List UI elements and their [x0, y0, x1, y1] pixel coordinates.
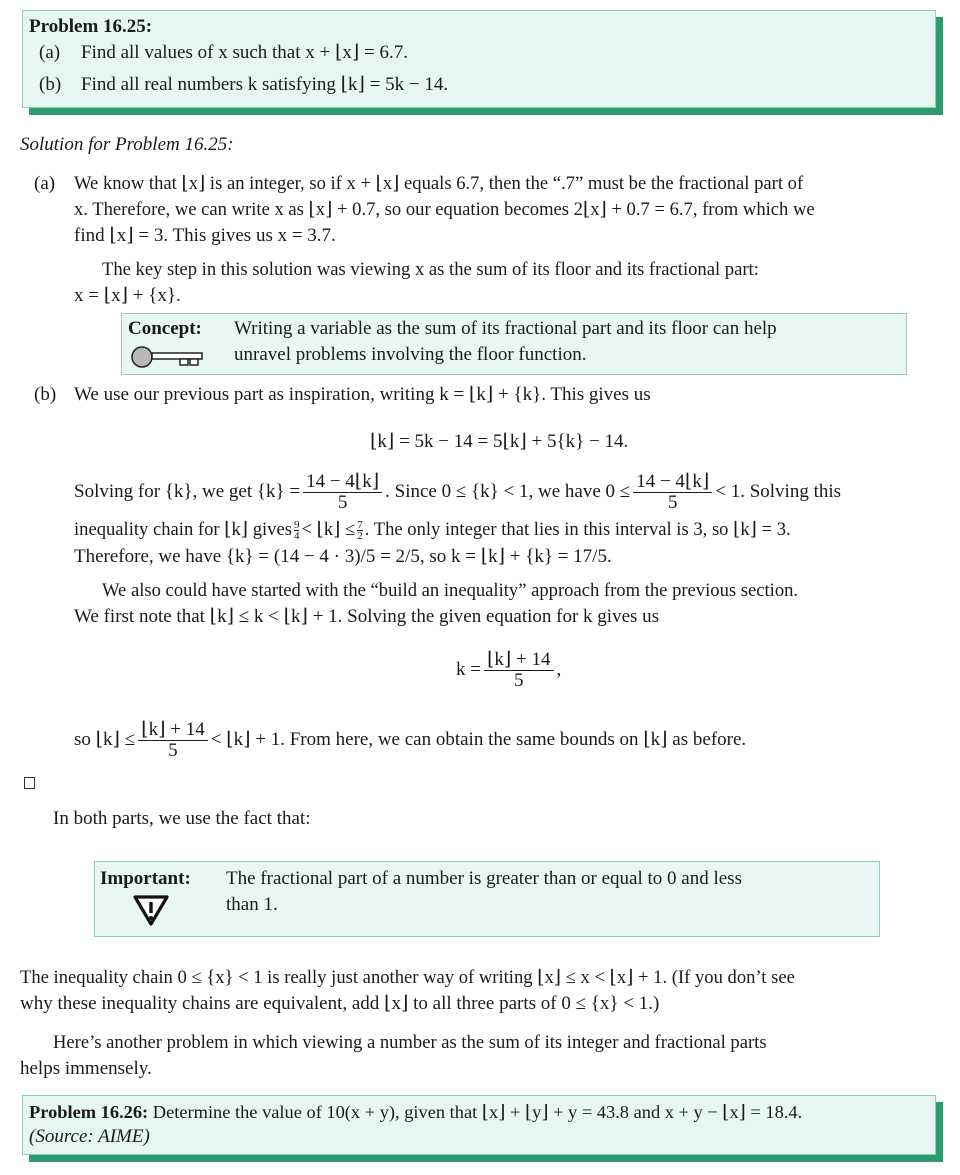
- important-text: than 1.: [226, 894, 278, 915]
- fraction-denominator: 5: [667, 492, 678, 514]
- fraction-denominator: 5: [337, 492, 348, 514]
- fraction: [303, 472, 382, 513]
- another-paragraph-line: helps immensely.: [20, 1058, 152, 1079]
- solving-pre: Solving for {k}, we get {k} =: [74, 481, 301, 502]
- solution-a-label: (a): [34, 173, 56, 194]
- solving-post: < 1. Solving this: [715, 481, 842, 502]
- solution-b-chain: [74, 518, 791, 542]
- fraction-denominator: 5: [513, 670, 524, 692]
- problem-16-26-source: (Source: AIME): [29, 1126, 150, 1147]
- inequality-paragraph-line: The inequality chain 0 ≤ {x} < 1 is really just another way of writing ⌊x⌋ ≤ x < ⌊x⌋ + 1. (If you don’t see: [20, 967, 795, 988]
- qed-square-icon: [24, 777, 35, 789]
- concept-label: Concept:: [128, 318, 202, 339]
- fraction-numerator: 9: [293, 519, 300, 532]
- problem-16-26-box: [22, 1095, 936, 1155]
- solution-b-intro: We use our previous part as inspiration, writing k = ⌊k⌋ + {k}. This gives us: [74, 384, 651, 405]
- solution-a-line: find ⌊x⌋ = 3. This gives us x = 3.7.: [74, 225, 336, 246]
- fraction-denominator: 4: [293, 530, 300, 543]
- solution-b-therefore: Therefore, we have {k} = (14 − 4 · 3)/5 = 2/5, so k = ⌊k⌋ + {k} = 17/5.: [74, 546, 612, 567]
- part-a-label: (a): [39, 42, 61, 63]
- equation-lhs: k =: [456, 659, 481, 680]
- chain-post: . The only integer that lies in this interval is 3, so ⌊k⌋ = 3.: [364, 519, 791, 540]
- part-a-text: Find all values of x such that x + ⌊x⌋ = 6.7.: [81, 42, 409, 63]
- both-parts-text: In both parts, we use the fact that:: [53, 808, 311, 829]
- fraction-numerator: ⌊k⌋ + 14: [138, 720, 208, 741]
- fraction-denominator: 5: [168, 740, 178, 762]
- fraction: [138, 720, 208, 761]
- so-line: [74, 718, 746, 762]
- alt-equation: [456, 648, 561, 692]
- solution-a-line: x. Therefore, we can write x as ⌊x⌋ + 0.7, so our equation becomes 2⌊x⌋ + 0.7 = 6.7, from which we: [74, 199, 815, 220]
- so-pre: so ⌊k⌋ ≤: [74, 729, 136, 750]
- key-step-line: x = ⌊x⌋ + {x}.: [74, 285, 181, 306]
- fraction-numerator: 14 − 4⌊k⌋: [633, 472, 712, 493]
- solution-b-display-eq: ⌊k⌋ = 5k − 14 = 5⌊k⌋ + 5{k} − 14.: [370, 431, 629, 452]
- problem-16-26-line: [29, 1100, 802, 1124]
- concept-text: Writing a variable as the sum of its fractional part and its floor can help: [234, 318, 777, 339]
- another-paragraph-line: Here’s another problem in which viewing a number as the sum of its integer and fractional parts: [53, 1032, 767, 1053]
- so-post: < ⌊k⌋ + 1. From here, we can obtain the same bounds on ⌊k⌋ as before.: [210, 729, 747, 750]
- solution-heading: Solution for Problem 16.25:: [20, 134, 234, 155]
- fraction-numerator: ⌊k⌋ + 14: [484, 650, 554, 671]
- small-fraction: [294, 520, 300, 541]
- alt-line: We first note that ⌊k⌋ ≤ k < ⌊k⌋ + 1. Solving the given equation for k gives us: [74, 606, 660, 627]
- solution-a-line: We know that ⌊x⌋ is an integer, so if x + ⌊x⌋ equals 6.7, then the “.7” must be the fractional part of: [74, 173, 804, 194]
- fraction: [633, 472, 712, 513]
- fraction-denominator: 2: [357, 530, 363, 543]
- problem-title: Problem 16.25:: [29, 16, 153, 37]
- fraction-numerator: 14 − 4⌊k⌋: [303, 472, 382, 493]
- small-fraction: [357, 520, 363, 541]
- fraction: [484, 650, 554, 691]
- equation-tail: ,: [556, 659, 562, 680]
- solving-mid: . Since 0 ≤ {k} < 1, we have 0 ≤: [385, 481, 631, 502]
- solution-b-solving: [74, 470, 841, 514]
- problem-16-26-text: Determine the value of 10(x + y), given that ⌊x⌋ + ⌊y⌋ + y = 43.8 and x + y − ⌊x⌋ = 18.4.: [152, 1102, 803, 1122]
- chain-pre: inequality chain for ⌊k⌋ gives: [74, 519, 292, 540]
- fraction-numerator: 7: [357, 519, 363, 532]
- important-text: The fractional part of a number is greater than or equal to 0 and less: [226, 868, 742, 889]
- problem-16-25-box: [22, 10, 936, 108]
- alt-line: We also could have started with the “build an inequality” approach from the previous section.: [102, 580, 799, 601]
- inequality-paragraph-line: why these inequality chains are equivalent, add ⌊x⌋ to all three parts of 0 ≤ {x} < 1.): [20, 993, 660, 1014]
- concept-text: unravel problems involving the floor function.: [234, 344, 587, 365]
- important-box: [94, 861, 880, 937]
- key-step-line: The key step in this solution was viewing x as the sum of its floor and its fractional part:: [102, 259, 759, 280]
- solution-b-label: (b): [34, 384, 57, 405]
- important-label: Important:: [100, 868, 191, 889]
- warning-icon: [131, 893, 171, 927]
- key-icon: [130, 345, 206, 369]
- part-b-label: (b): [39, 74, 62, 95]
- concept-box: [121, 313, 907, 375]
- problem-16-26-title: Problem 16.26:: [29, 1102, 149, 1122]
- part-b-text: Find all real numbers k satisfying ⌊k⌋ = 5k − 14.: [81, 74, 449, 95]
- chain-mid: < ⌊k⌋ ≤: [301, 519, 356, 540]
